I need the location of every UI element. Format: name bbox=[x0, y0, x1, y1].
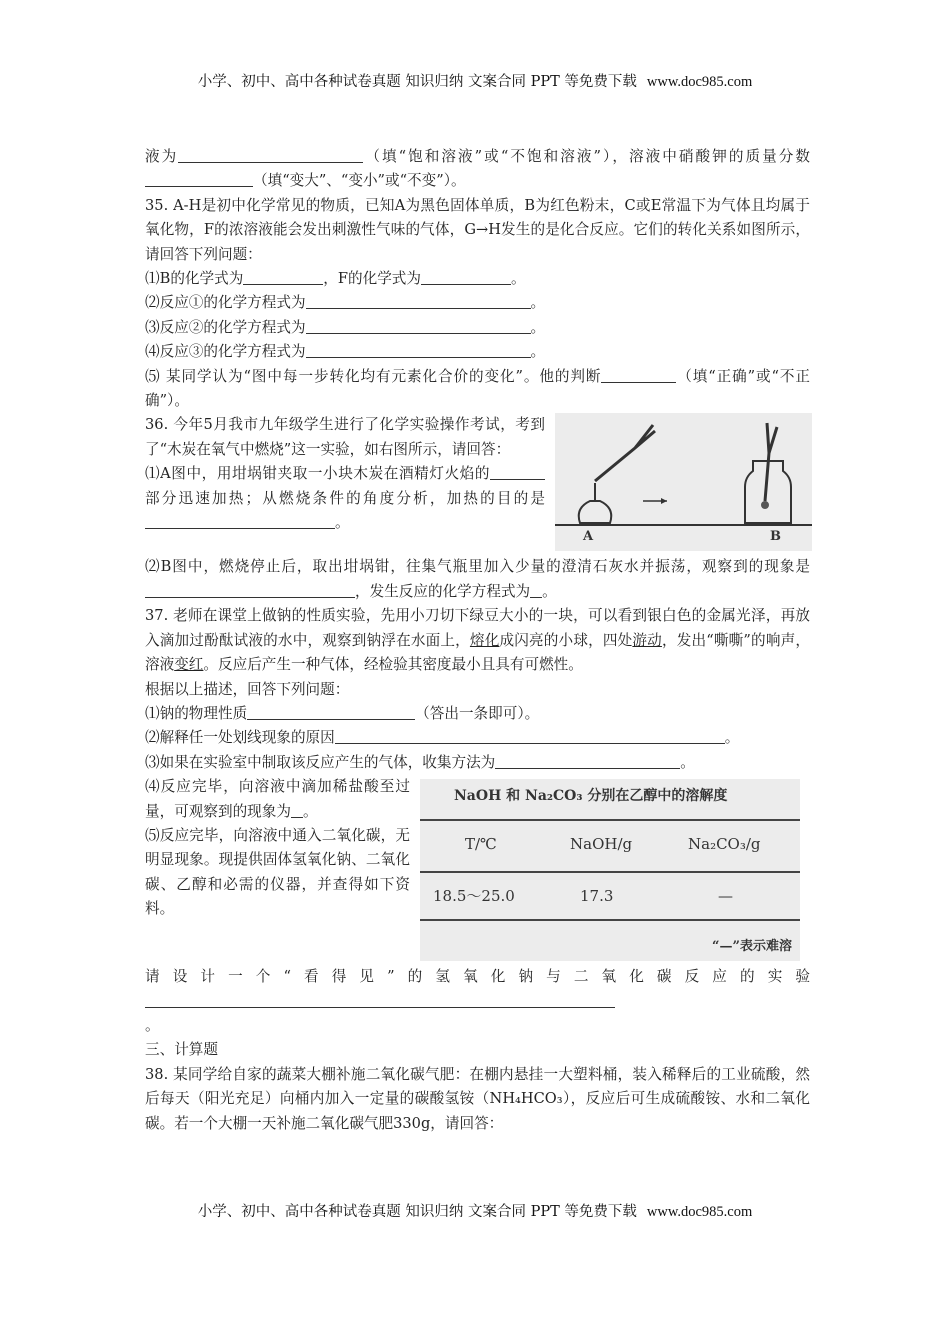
q37-part5: ⑸反应完毕，向溶液中通入二氧化碳，无明显现象。现提供固体氢氧化钠、二氧化碳、乙醇和必需的仪器，并查得如下资料。 bbox=[145, 826, 410, 918]
answer-blank[interactable] bbox=[306, 317, 531, 334]
table-cell: — bbox=[718, 887, 733, 906]
answer-blank[interactable] bbox=[530, 581, 542, 598]
answer-blank[interactable] bbox=[145, 581, 355, 598]
text: 。 bbox=[530, 343, 546, 361]
text: 请设计一个“看得见”的氢氧化钠与二氧化碳反应的实验 bbox=[145, 968, 810, 986]
solubility-table bbox=[420, 779, 800, 961]
figure-label-a: A bbox=[583, 529, 594, 545]
table-note: “—”表示难溶 bbox=[712, 939, 792, 955]
answer-blank[interactable] bbox=[495, 752, 680, 769]
answer-blank[interactable] bbox=[145, 512, 335, 529]
header-url: www.doc985.com bbox=[646, 74, 753, 90]
text: ⑵解释任一处划线现象的原因 bbox=[145, 729, 335, 747]
table-rule bbox=[420, 919, 800, 921]
text: 。 bbox=[680, 753, 695, 771]
page-header bbox=[0, 70, 950, 91]
answer-blank[interactable] bbox=[421, 268, 511, 285]
q35-part1 bbox=[145, 267, 810, 291]
q38-text: 38. 某同学给自家的蔬菜大棚补施二氧化碳气肥：在棚内悬挂一大塑料桶，装入稀释后的工业硫酸，然后每天（阳光充足）向桶内加入一定量的碳酸氢铵（NH₄HCO₃），反应后可生成硫酸铵、水和二氧化碳。若一个大棚一天补施二氧化碳气肥330g，请回答： bbox=[145, 1065, 810, 1132]
underlined-text: 变红 bbox=[174, 656, 204, 674]
text: ，F的化学式为 bbox=[323, 270, 421, 288]
text: 。 bbox=[145, 1016, 160, 1034]
q35-part5 bbox=[145, 365, 810, 414]
text: 成闪亮的小球，四处 bbox=[499, 631, 633, 649]
answer-blank[interactable] bbox=[243, 268, 323, 285]
text: ⑷反应③的化学方程式为 bbox=[145, 343, 306, 361]
answer-blank[interactable] bbox=[145, 991, 615, 1008]
q37-part5-design bbox=[145, 965, 810, 1038]
answer-blank[interactable] bbox=[601, 366, 676, 383]
text: 。 bbox=[530, 294, 546, 312]
table-rule bbox=[420, 819, 800, 821]
table-header: T/℃ bbox=[465, 835, 497, 854]
text: 部分迅速加热；从燃烧条件的角度分析，加热的目的是 bbox=[145, 489, 545, 507]
text: 。 bbox=[335, 514, 350, 532]
answer-blank[interactable] bbox=[306, 341, 531, 358]
table-header: NaOH/g bbox=[570, 835, 633, 854]
text: ⑶如果在实验室中制取该反应产生的气体，收集方法为 bbox=[145, 753, 496, 771]
text: 。反应后产生一种气体，经检验其密度最小且具有可燃性。 bbox=[203, 656, 583, 674]
underlined-text: 熔化 bbox=[469, 631, 500, 649]
text: （答出一条即可）。 bbox=[415, 704, 540, 722]
q37-stem bbox=[145, 604, 810, 677]
answer-blank[interactable] bbox=[490, 463, 545, 480]
text: ⑴B的化学式为 bbox=[145, 270, 244, 288]
text: （填“饱和溶液”或“不饱和溶液”），溶液中硝酸钾的质量分数 bbox=[363, 148, 810, 165]
text: ⑸ 某同学认为“图中每一步转化均有元素化合价的变化”。他的判断 bbox=[145, 367, 602, 385]
table-header: Na₂CO₃/g bbox=[688, 835, 761, 854]
text: ⑵反应①的化学方程式为 bbox=[145, 294, 306, 312]
page-footer bbox=[0, 1200, 950, 1221]
footer-text: 小学、初中、高中各种试卷真题 知识归纳 文案合同 PPT 等免费下载 bbox=[197, 1204, 637, 1220]
answer-blank[interactable] bbox=[306, 292, 531, 309]
answer-blank[interactable] bbox=[291, 801, 303, 818]
answer-blank[interactable] bbox=[335, 727, 725, 744]
footer-url: www.doc985.com bbox=[646, 1204, 753, 1220]
q35-stem: 35. A-H是初中化学常见的物质，已知A为黑色固体单质，B为红色粉末，C或E常温下为气体且均属于氧化物，F的浓溶液能会发出刺激性气味的气体，G→H发生的是化合反应。它们的转化关系如图所示，请回答下列问题： bbox=[145, 196, 810, 263]
document-body bbox=[145, 145, 810, 1136]
q37-part3 bbox=[145, 751, 810, 775]
answer-blank[interactable] bbox=[247, 703, 415, 720]
text: 。 bbox=[511, 270, 526, 288]
q37-part2 bbox=[145, 726, 810, 750]
q35-part4 bbox=[145, 340, 810, 364]
q35-part2 bbox=[145, 291, 810, 315]
underlined-text: 游动 bbox=[632, 631, 662, 649]
text: 。 bbox=[542, 582, 557, 600]
table-cell: 18.5～25.0 bbox=[433, 887, 515, 906]
q37-intro: 根据以上描述，回答下列问题： bbox=[145, 680, 350, 698]
text: ⑴A图中，用坩埚钳夹取一小块木炭在酒精灯火焰的 bbox=[145, 465, 490, 483]
text: 液为 bbox=[145, 148, 179, 165]
table-cell: 17.3 bbox=[580, 887, 614, 906]
text: ⑷反应完毕，向溶液中滴加稀盐酸至过量，可观察到的现象为 bbox=[145, 778, 410, 820]
text: ⑶反应②的化学方程式为 bbox=[145, 318, 306, 336]
text: ⑴钠的物理性质 bbox=[145, 704, 248, 722]
text: ，发生反应的化学方程式为 bbox=[355, 582, 531, 600]
figure-label-b: B bbox=[770, 529, 781, 545]
q37-part1 bbox=[145, 702, 810, 726]
table-title: NaOH 和 Na₂CO₃ 分别在乙醇中的溶解度 bbox=[454, 788, 728, 805]
table-rule bbox=[420, 871, 800, 873]
experiment-figure bbox=[555, 413, 812, 551]
answer-blank[interactable] bbox=[178, 146, 363, 163]
text: （填“正确”或“不正确”）。 bbox=[145, 367, 810, 410]
q36-part2 bbox=[145, 555, 810, 604]
q34-tail bbox=[145, 145, 810, 194]
text: 。 bbox=[530, 318, 546, 336]
text: 。 bbox=[302, 802, 318, 820]
text: （填“变大”、“变小”或“不变”）。 bbox=[253, 172, 466, 190]
answer-blank[interactable] bbox=[145, 170, 253, 187]
text: 。 bbox=[724, 729, 740, 747]
header-text: 小学、初中、高中各种试卷真题 知识归纳 文案合同 PPT 等免费下载 bbox=[197, 74, 637, 90]
q36-stem: 36. 今年5月我市九年级学生进行了化学实验操作考试，考到了“木炭在氧气中燃烧”这一实验，如右图所示，请回答： bbox=[145, 416, 545, 458]
text: ⑵B图中，燃烧停止后，取出坩埚钳，往集气瓶里加入少量的澄清石灰水并振荡，观察到的现象是 bbox=[145, 558, 810, 576]
section-title: 三、计算题 bbox=[145, 1041, 218, 1059]
text: ，发出“嘶嘶”的响声，溶液 bbox=[145, 631, 810, 674]
q35-part3 bbox=[145, 316, 810, 340]
text: 37. 老师在课堂上做钠的性质实验，先用小刀切下绿豆大小的一块，可以看到银白色的金属光泽，再放入滴加过酚酞试液的水中，观察到钠浮在水面上， bbox=[145, 607, 810, 649]
